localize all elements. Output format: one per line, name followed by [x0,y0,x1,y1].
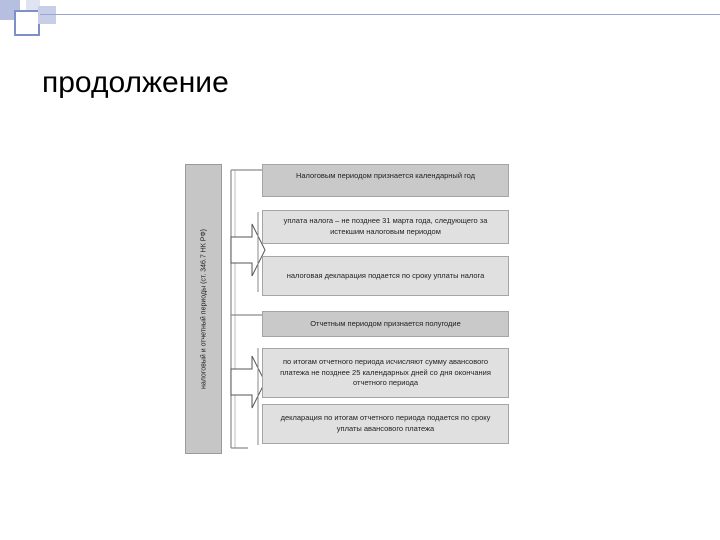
tax-period-box: Налоговым периодом признается календарный год [262,164,509,197]
periods-side-bar [185,164,222,454]
slide-title: продолжение [42,66,229,99]
arrow-tax [231,224,265,276]
periods-side-label: налоговый и отчетный периоды (ст. 346.7 НК РФ) [200,229,207,389]
advance-declaration-box: декларация по итогам отчетного периода подается по сроку уплаты авансового платежа [262,404,509,444]
advance-payment-box: по итогам отчетного периода исчисляют сумму авансового платежа не позднее 25 календарных дней со дня окончания отчетного периода [262,348,509,398]
tax-payment-box: уплата налога – не позднее 31 марта года, следующего за истекшим налоговым периодом [262,210,509,244]
tax-declaration-box: налоговая декларация подается по сроку уплаты налога [262,256,509,296]
arrow-reporting [231,356,265,408]
reporting-period-box: Отчетным периодом признается полугодие [262,311,509,337]
